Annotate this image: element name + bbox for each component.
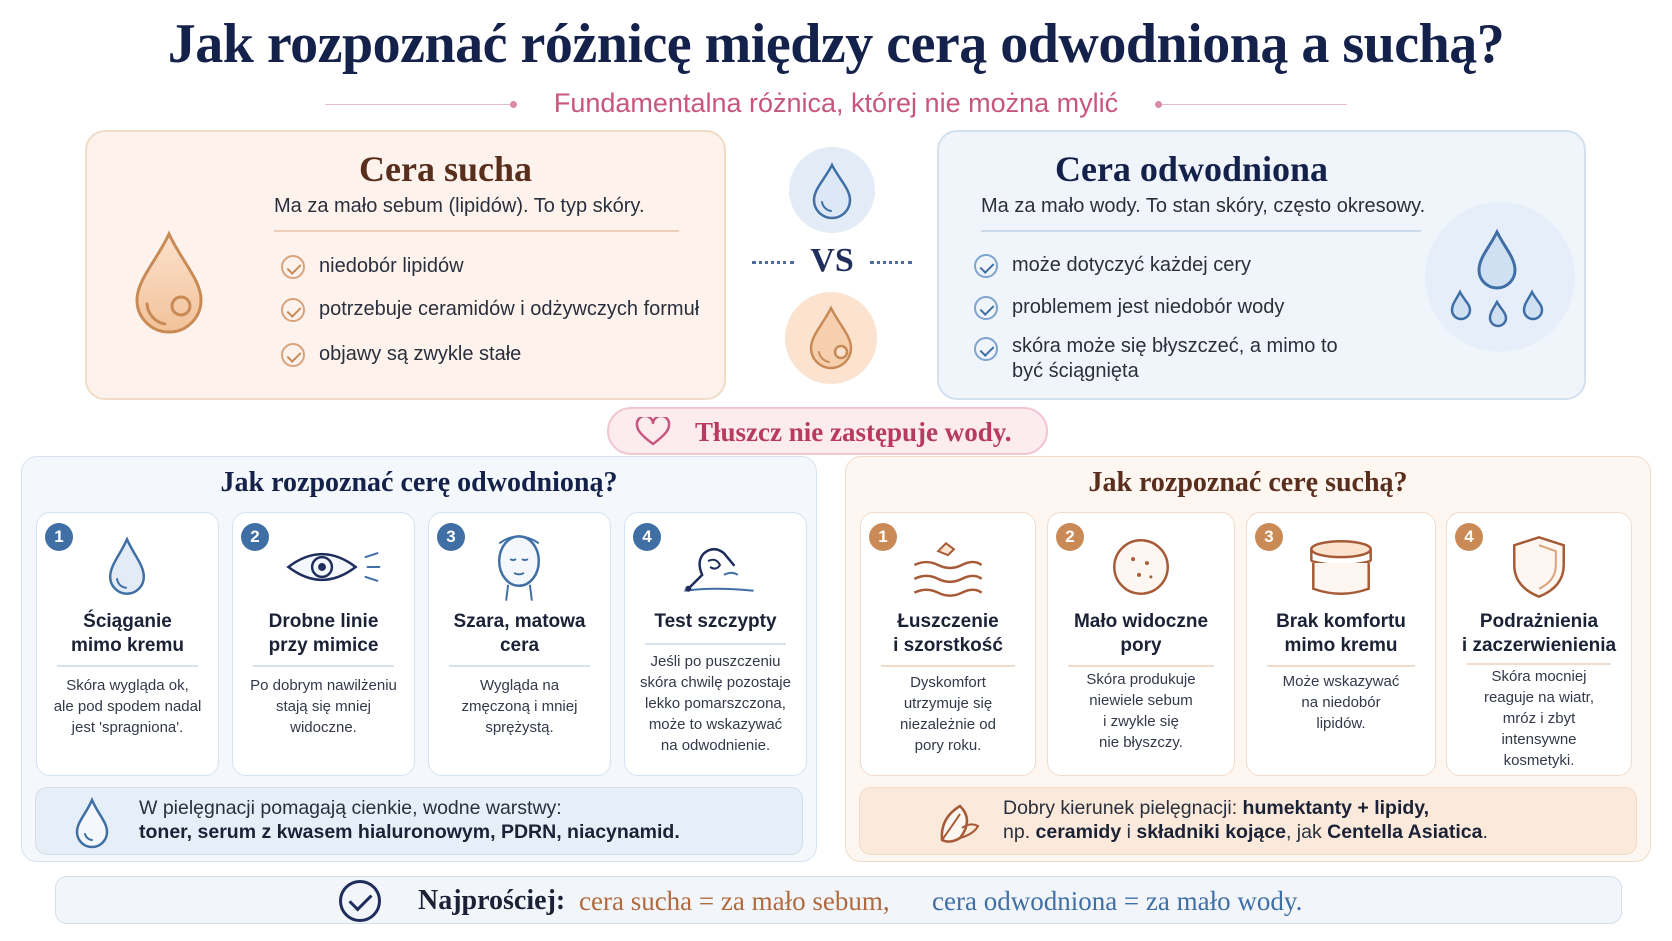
tip-connector: i	[1121, 821, 1137, 843]
flaking-skin-icon	[861, 531, 1035, 603]
dry-card-title: Cera sucha	[359, 149, 532, 189]
sign-title-cont: mimo kremu	[71, 635, 184, 656]
sign-title: Test szczypty	[654, 611, 777, 632]
water-drop-icon	[72, 797, 112, 849]
sign-text-line: nie błyszczy.	[1099, 734, 1183, 751]
leaf-icon	[930, 796, 984, 850]
page-title: Jak rozpoznać różnicę między cerą odwodnioną a suchą?	[167, 13, 1505, 75]
dehydrated-care-tip	[35, 787, 803, 855]
tip-prefix: Dobry kierunek pielęgnacji:	[1003, 797, 1243, 819]
tip-line-2	[1003, 820, 1488, 845]
sign-title: Drobne linie	[268, 611, 379, 632]
water-drops-badge	[1425, 202, 1575, 352]
fat-note-pill	[607, 407, 1048, 455]
dehydrated-skin-card	[937, 130, 1586, 400]
dehydrated-card-desc: Ma za mało wody. To stan skóry, często okresowy.	[981, 195, 1426, 217]
sign-text-line: lipidów.	[1316, 715, 1366, 732]
water-drop-icon	[789, 147, 875, 233]
vs-dots-right	[870, 261, 912, 264]
sign-text-line: na niedobór	[1301, 694, 1381, 711]
sign-text-line: sprężystą.	[485, 719, 554, 736]
sign-text-line: widoczne.	[290, 719, 357, 736]
check-icon	[281, 343, 305, 367]
pinch-hand-icon	[625, 531, 806, 603]
water-drop-icon	[37, 531, 218, 603]
dry-sign-card-4	[1446, 512, 1632, 776]
sign-text-line: Skóra wygląda ok,	[66, 677, 189, 694]
sign-title: Mało widoczne	[1073, 611, 1209, 632]
sign-text-line: Może wskazywać	[1282, 673, 1400, 690]
check-circle-icon	[339, 880, 381, 922]
step-number: 3	[437, 523, 465, 551]
sign-text-line: zmęczoną i mniej	[461, 698, 578, 715]
sign-text-line: Dyskomfort	[910, 674, 986, 691]
oil-drop-icon	[785, 292, 877, 384]
dry-care-tip	[859, 787, 1637, 855]
dehydrated-card-title: Cera odwodniona	[1054, 149, 1329, 189]
dry-recognition-section	[845, 456, 1651, 862]
step-number: 3	[1255, 523, 1283, 551]
dry-point-3: objawy są zwykle stałe	[319, 343, 522, 365]
tip-emphasis: Centella Asiatica	[1327, 821, 1483, 843]
tip-connector: , jak	[1285, 821, 1328, 843]
summary-dehydrated: cera odwodniona = za mało wody.	[932, 886, 1303, 916]
sign-text-line: stają się mniej	[275, 698, 372, 715]
dehydrated-point-3-cont: być ściągnięta	[1012, 360, 1139, 382]
dry-point-2: potrzebuje ceramidów i odżywczych formuł	[319, 298, 700, 320]
tip-emphasis: ceramidy	[1035, 821, 1122, 843]
dry-card-desc: Ma za mało sebum (lipidów). To typ skóry.	[274, 195, 645, 217]
subtitle-divider-right	[1162, 104, 1347, 105]
sign-text-line: pory roku.	[914, 737, 982, 754]
step-number: 2	[1056, 523, 1084, 551]
summary-label: Najprościej:	[418, 885, 566, 916]
sign-text-line: utrzymuje się	[903, 695, 993, 712]
sign-text-line: jest 'spragniona'.	[71, 719, 184, 736]
sign-text-line: niewiele sebum	[1089, 692, 1193, 709]
step-number: 2	[241, 523, 269, 551]
subtitle-bar	[0, 86, 1672, 122]
sign-text-line: Wygląda na	[479, 677, 560, 694]
subtitle-dot-right	[1155, 101, 1162, 108]
dry-card-rule	[274, 230, 679, 232]
page-subtitle: Fundamentalna różnica, której nie można mylić	[553, 88, 1119, 118]
sign-text-line: Jeśli po puszczeniu	[650, 653, 781, 670]
sign-divider	[449, 665, 590, 667]
sign-divider	[645, 643, 786, 645]
shield-icon	[1447, 531, 1631, 603]
sign-text-line: skóra chwilę pozostaje	[640, 674, 791, 691]
sign-title: Podrażnienia	[1479, 611, 1599, 632]
summary-bar	[55, 876, 1622, 924]
check-icon	[281, 255, 305, 279]
sign-text-line: na odwodnienie.	[660, 737, 771, 754]
sign-text-line: mróz i zbyt	[1502, 710, 1576, 727]
tip-emphasis: składniki kojące	[1136, 821, 1286, 843]
sign-text-line: Skóra produkuje	[1086, 671, 1196, 688]
step-number: 1	[45, 523, 73, 551]
sign-text-line: może to wskazywać	[648, 716, 783, 733]
dehydrated-sign-card-2	[232, 512, 415, 776]
sign-text-line: niezależnie od	[900, 716, 996, 733]
sign-text-line: Skóra mocniej	[1491, 668, 1587, 685]
check-icon	[974, 337, 998, 361]
tip-line-1: W pielęgnacji pomagają cienkie, wodne warstwy:	[139, 797, 562, 819]
tip-line-1	[1003, 796, 1429, 821]
pores-icon	[1048, 531, 1234, 603]
water-drop-badge	[789, 147, 875, 233]
dehydrated-sign-card-1	[36, 512, 219, 776]
sign-divider	[881, 665, 1015, 667]
oil-drop-icon	[129, 230, 209, 335]
face-icon	[429, 531, 610, 603]
fat-note-text: Tłuszcz nie zastępuje wody.	[695, 417, 1012, 447]
check-icon	[281, 298, 305, 322]
dry-skin-card	[85, 130, 726, 400]
dehydrated-sign-card-4	[624, 512, 807, 776]
oil-drop-badge	[785, 292, 877, 384]
sign-text-line: kosmetyki.	[1503, 752, 1575, 769]
eye-icon	[233, 531, 414, 603]
tip-line-2: toner, serum z kwasem hialuronowym, PDRN, niacynamid.	[139, 821, 680, 843]
sign-title: Brak komfortu	[1276, 611, 1406, 632]
dry-sign-card-3	[1246, 512, 1436, 776]
sign-text-line: intensywne	[1501, 731, 1577, 748]
sign-title: Ściąganie	[83, 611, 172, 632]
sign-text-line: reaguje na wiatr,	[1483, 689, 1595, 706]
sign-title-cont: pory	[1120, 635, 1162, 656]
tip-emphasis: humektanty + lipidy,	[1242, 797, 1430, 819]
sign-title: Szara, matowa	[453, 611, 586, 632]
step-number: 4	[633, 523, 661, 551]
sign-divider	[253, 665, 394, 667]
dry-point-1: niedobór lipidów	[319, 255, 464, 277]
check-icon	[974, 296, 998, 320]
dehydrated-point-3: skóra może się błyszczeć, a mimo to	[1012, 335, 1338, 357]
sign-title: Łuszczenie	[897, 611, 999, 632]
heart-icon	[635, 417, 671, 447]
dehydrated-card-rule	[981, 230, 1421, 232]
step-number: 1	[869, 523, 897, 551]
water-drops-icon	[1425, 202, 1575, 352]
sign-divider	[1068, 665, 1214, 667]
check-icon	[974, 254, 998, 278]
sign-title-cont: cera	[499, 635, 540, 656]
dehydrated-sign-card-3	[428, 512, 611, 776]
sign-title-cont: i szorstkość	[893, 635, 1003, 656]
sign-title-cont: mimo kremu	[1284, 635, 1398, 656]
dehydrated-point-1: może dotyczyć każdej cery	[1012, 254, 1251, 276]
dry-sign-card-2	[1047, 512, 1235, 776]
sign-title-cont: przy mimice	[268, 635, 379, 656]
sign-divider	[1267, 665, 1415, 667]
sign-divider	[1467, 663, 1611, 665]
tip-end: .	[1482, 821, 1488, 843]
sign-text-line: ale pod spodem nadal	[53, 698, 202, 715]
dehydrated-point-2: problemem jest niedobór wody	[1012, 296, 1285, 318]
vs-label: VS	[810, 242, 854, 279]
dry-sign-card-1	[860, 512, 1036, 776]
sign-text-line: i zwykle się	[1103, 713, 1179, 730]
dehydrated-recognition-section	[21, 456, 817, 862]
sign-divider	[57, 665, 198, 667]
summary-dry: cera sucha = za mało sebum,	[579, 886, 890, 916]
dry-section-title: Jak rozpoznać cerę suchą?	[1088, 467, 1408, 498]
tip-prefix: np.	[1003, 821, 1036, 843]
cream-jar-icon	[1247, 531, 1435, 603]
step-number: 4	[1455, 523, 1483, 551]
sign-title-cont: i zaczerwienienia	[1461, 635, 1617, 656]
sign-text-line: Po dobrym nawilżeniu	[250, 677, 397, 694]
sign-text-line: lekko pomarszczona,	[645, 695, 786, 712]
dehydrated-section-title: Jak rozpoznać cerę odwodnioną?	[220, 467, 618, 498]
